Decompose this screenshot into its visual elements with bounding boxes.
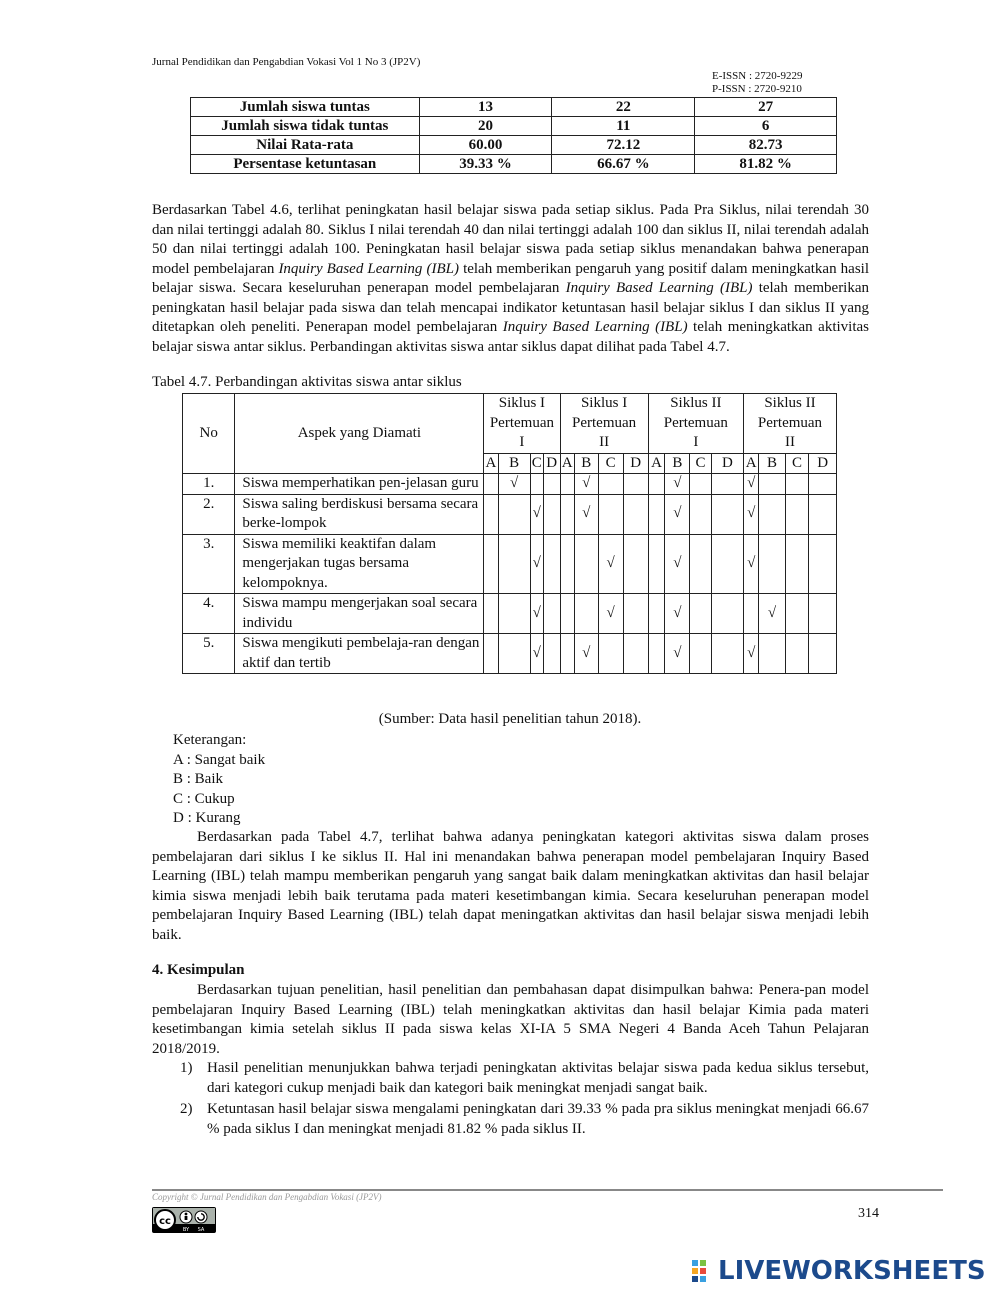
grade-cell bbox=[648, 494, 665, 534]
grade-cell bbox=[809, 534, 837, 594]
grade-cell bbox=[498, 634, 530, 674]
grade-cell bbox=[785, 634, 809, 674]
table-row bbox=[183, 534, 837, 594]
row-label: Nilai Rata-rata bbox=[191, 136, 420, 155]
header-grade: D bbox=[623, 453, 648, 474]
eissn: E-ISSN : 2720-9229 bbox=[712, 70, 803, 82]
check-mark-cell: √ bbox=[665, 474, 690, 495]
check-mark-cell: √ bbox=[574, 474, 598, 495]
grade-cell bbox=[648, 474, 665, 495]
grade-cell bbox=[598, 634, 623, 674]
grade-cell bbox=[711, 534, 743, 594]
keterangan bbox=[173, 731, 265, 829]
table-row bbox=[183, 494, 837, 534]
cc-license-icon bbox=[152, 1207, 216, 1233]
table-cell: 82.73 bbox=[695, 136, 837, 155]
list-item-text: Hasil penelitian menunjukkan bahwa terjadi peningkatan aktivitas belajar siswa pada kedua siklus tersebut, dari kategori cukup menjadi baik dan kategori baik meningkat menjadi sangat baik. bbox=[207, 1060, 869, 1096]
header-grade: B bbox=[665, 453, 690, 474]
grade-cell bbox=[648, 534, 665, 594]
check-mark-cell: √ bbox=[498, 474, 530, 495]
grade-cell bbox=[648, 634, 665, 674]
table-source: (Sumber: Data hasil penelitian tahun 2018). bbox=[378, 711, 642, 727]
grade-cell bbox=[498, 534, 530, 594]
header-grade: A bbox=[560, 453, 574, 474]
check-mark-cell: √ bbox=[665, 634, 690, 674]
grade-cell bbox=[498, 494, 530, 534]
header-siklus-line: Pertemuan bbox=[757, 414, 823, 431]
header-siklus-line: I bbox=[519, 434, 525, 450]
row-aspek: Siswa saling berdiskusi bersama secara berke-lompok bbox=[235, 494, 484, 534]
check-mark-cell: √ bbox=[743, 474, 758, 495]
row-number: 5. bbox=[183, 634, 235, 674]
row-label: Jumlah siswa tidak tuntas bbox=[191, 117, 420, 136]
header-grade: B bbox=[759, 453, 785, 474]
header-grade: A bbox=[648, 453, 665, 474]
conclusion-intro: Berdasarkan tujuan penelitian, hasil penelitian dan pembahasan dapat disimpulkan bahwa: Penera-pan model pembelajaran Inquiry Based Learning (IBL) telah meningkatkan aktivitas dan hasil belajar Kimia pada materi kesetimbangan kimia setelah siklus II pada siswa kelas XI-IA 5 SMA Negeri 4 Banda Aceh Tahun Pelajaran 2018/2019. bbox=[152, 982, 869, 1057]
svg-text:BY: BY bbox=[182, 1227, 190, 1232]
table-4-7 bbox=[182, 393, 837, 674]
grade-cell bbox=[623, 474, 648, 495]
list-item bbox=[180, 1100, 869, 1139]
header-grade: C bbox=[530, 453, 543, 474]
grade-cell bbox=[690, 594, 711, 634]
table-cell: 22 bbox=[552, 98, 695, 117]
header-no: No bbox=[183, 394, 235, 474]
grade-cell bbox=[574, 594, 598, 634]
grade-cell bbox=[560, 594, 574, 634]
header-siklus-line: Siklus II bbox=[670, 395, 722, 411]
check-mark-cell: √ bbox=[743, 534, 758, 594]
grade-cell bbox=[690, 634, 711, 674]
row-number: 4. bbox=[183, 594, 235, 634]
table-cell: 20 bbox=[419, 117, 552, 136]
table-cell: 27 bbox=[695, 98, 837, 117]
header-grade: C bbox=[690, 453, 711, 474]
check-mark-cell: √ bbox=[598, 594, 623, 634]
header-grade: B bbox=[498, 453, 530, 474]
row-label: Jumlah siswa tuntas bbox=[191, 98, 420, 117]
journal-header: Jurnal Pendidikan dan Pengabdian Vokasi Vol 1 No 3 (JP2V) bbox=[152, 56, 421, 68]
header-grade: D bbox=[711, 453, 743, 474]
paragraph-1: Berdasarkan Tabel 4.6, terlihat peningkatan hasil belajar siswa pada setiap siklus. Pada Pra Siklus, nilai terendah 30 dan nilai tertinggi adalah 80. Siklus I nilai terendah 40 dan nilai tertinggi adalah 100 dan siklus II, nilai terendah adalah 50 dan nilai tertinggi adalah 100. Peningkatan hasil belajar siswa pada setiap siklus menandakan bahwa penerapan model pembelajaran Inquiry Based Learning (IBL) telah memberikan pengaruh yang positif dalam meningkatkan hasil belajar siswa. Secara keseluruhan penerapan model pembelajaran Inquiry Based Learning (IBL) telah memberikan peningkatan hasil belajar pada siswa dan telah mencapai indikator ketuntasan hasil belajar siklus I dan siklus II yang ditetapkan oleh peneliti. Penerapan model pembelajaran Inquiry Based Learning (IBL) telah meningkatkan aktivitas belajar siswa antar siklus. Perbandingan aktivitas siswa antar siklus dapat dilihat pada Tabel 4.7. bbox=[152, 202, 870, 355]
check-mark-cell: √ bbox=[665, 494, 690, 534]
row-label: Persentase ketuntasan bbox=[191, 155, 420, 174]
keterangan-d: D : Kurang bbox=[173, 810, 241, 826]
row-number: 3. bbox=[183, 534, 235, 594]
grade-cell bbox=[574, 534, 598, 594]
footer-divider bbox=[152, 1189, 943, 1191]
grade-cell bbox=[560, 494, 574, 534]
list-item-text: Ketuntasan hasil belajar siswa mengalami peningkatan dari 39.33 % pada pra siklus meningkat menjadi 66.67 % pada siklus I dan meningkat menjadi 81.82 % pada siklus II. bbox=[207, 1101, 869, 1137]
table-cell: 60.00 bbox=[419, 136, 552, 155]
row-number: 1. bbox=[183, 474, 235, 495]
row-number: 2. bbox=[183, 494, 235, 534]
check-mark-cell: √ bbox=[665, 534, 690, 594]
header-siklus-line: Siklus II bbox=[764, 395, 816, 411]
table-row bbox=[191, 98, 837, 117]
header-grade: A bbox=[484, 453, 498, 474]
row-aspek: Siswa mengikuti pembelaja-ran dengan aktif dan tertib bbox=[235, 634, 484, 674]
grade-cell bbox=[711, 634, 743, 674]
grade-cell bbox=[484, 494, 498, 534]
grade-cell bbox=[759, 474, 785, 495]
grade-cell bbox=[690, 474, 711, 495]
footer-copyright: Copyright © Jurnal Pendidikan dan Pengabdian Vokasi (JP2V) bbox=[152, 1192, 382, 1202]
pissn: P-ISSN : 2720-9210 bbox=[712, 83, 802, 95]
grade-cell bbox=[598, 474, 623, 495]
list-item-number: 2) bbox=[180, 1101, 193, 1117]
liveworksheets-logo: LIVEWORKSHEETS bbox=[692, 1256, 986, 1286]
grade-cell bbox=[543, 474, 560, 495]
grade-cell bbox=[809, 474, 837, 495]
check-mark-cell: √ bbox=[530, 634, 543, 674]
grade-cell bbox=[759, 534, 785, 594]
grade-cell bbox=[560, 634, 574, 674]
table-4-7-caption: Tabel 4.7. Perbandingan aktivitas siswa antar siklus bbox=[152, 374, 462, 390]
header-grade: C bbox=[785, 453, 809, 474]
table-row bbox=[191, 117, 837, 136]
table-cell: 13 bbox=[419, 98, 552, 117]
header-siklus-line: Siklus I bbox=[580, 395, 628, 411]
grade-cell bbox=[543, 594, 560, 634]
table-row bbox=[183, 594, 837, 634]
header-grade: D bbox=[809, 453, 837, 474]
grade-cell bbox=[623, 534, 648, 594]
grade-cell bbox=[690, 534, 711, 594]
header-siklus-group bbox=[743, 394, 836, 454]
grade-cell bbox=[759, 634, 785, 674]
page-number: 314 bbox=[858, 1206, 879, 1221]
conclusion-list bbox=[180, 1059, 869, 1141]
paragraph-2: Berdasarkan pada Tabel 4.7, terlihat bahwa adanya peningkatan kategori aktivitas siswa dalam proses pembelajaran dari siklus I ke siklus II. Hal ini menandakan bahwa penerapan model pembelajaran Inquiry Based Learning (IBL) telah mampu memberikan pengaruh yang sangat baik dalam meningkatkan aktivitas dan hasil belajar kimia siswa menjadi lebih baik terutama pada materi kesetimbangan kimia. Secara keseluruhan penerapan model pembelajaran Inquiry Based Learning (IBL) telah dapat meningatkan aktivitas dan hasil belajar siswa menjadi lebih baik. bbox=[152, 829, 869, 943]
grade-cell bbox=[711, 474, 743, 495]
header-siklus-line: Siklus I bbox=[498, 395, 546, 411]
header-siklus-line: Pertemuan bbox=[572, 414, 637, 431]
row-aspek: Siswa mampu mengerjakan soal secara individu bbox=[235, 594, 484, 634]
grade-cell bbox=[560, 474, 574, 495]
header-siklus-line: Pertemuan bbox=[663, 414, 728, 431]
table-cell: 11 bbox=[552, 117, 695, 136]
grade-cell bbox=[785, 594, 809, 634]
check-mark-cell: √ bbox=[665, 594, 690, 634]
grade-cell bbox=[711, 594, 743, 634]
table-4-6 bbox=[190, 97, 837, 174]
list-item bbox=[180, 1059, 869, 1098]
svg-text:SA: SA bbox=[197, 1227, 205, 1232]
grade-cell bbox=[623, 594, 648, 634]
row-aspek: Siswa memperhatikan pen-jelasan guru bbox=[235, 474, 484, 495]
grade-cell bbox=[711, 494, 743, 534]
table-row bbox=[183, 474, 837, 495]
section-heading-kesimpulan: 4. Kesimpulan bbox=[152, 962, 245, 978]
grade-cell bbox=[543, 534, 560, 594]
table-row bbox=[191, 136, 837, 155]
grade-cell bbox=[809, 634, 837, 674]
grade-cell bbox=[759, 494, 785, 534]
table-row bbox=[183, 634, 837, 674]
header-grade: A bbox=[743, 453, 758, 474]
liveworksheets-blocks-icon bbox=[692, 1260, 714, 1282]
header-siklus-group bbox=[560, 394, 648, 454]
svg-text:cc: cc bbox=[159, 1216, 171, 1227]
header-grade: C bbox=[598, 453, 623, 474]
header-grade: B bbox=[574, 453, 598, 474]
header-siklus-group bbox=[484, 394, 560, 454]
check-mark-cell: √ bbox=[574, 494, 598, 534]
table-header-row bbox=[183, 394, 837, 454]
grade-cell bbox=[484, 534, 498, 594]
check-mark-cell: √ bbox=[574, 634, 598, 674]
grade-cell bbox=[623, 494, 648, 534]
grade-cell bbox=[623, 634, 648, 674]
check-mark-cell: √ bbox=[530, 594, 543, 634]
grade-cell bbox=[690, 494, 711, 534]
grade-cell bbox=[484, 594, 498, 634]
list-item-number: 1) bbox=[180, 1060, 193, 1076]
table-cell: 6 bbox=[695, 117, 837, 136]
grade-cell bbox=[785, 534, 809, 594]
grade-cell bbox=[809, 594, 837, 634]
header-grade: D bbox=[543, 453, 560, 474]
grade-cell bbox=[598, 494, 623, 534]
check-mark-cell: √ bbox=[530, 534, 543, 594]
grade-cell bbox=[498, 594, 530, 634]
grade-cell bbox=[530, 474, 543, 495]
header-siklus-line: II bbox=[784, 434, 795, 450]
table-cell: 39.33 % bbox=[419, 155, 552, 174]
check-mark-cell: √ bbox=[743, 494, 758, 534]
check-mark-cell: √ bbox=[530, 494, 543, 534]
grade-cell bbox=[543, 634, 560, 674]
grade-cell bbox=[484, 474, 498, 495]
grade-cell bbox=[648, 594, 665, 634]
header-siklus-line: Pertemuan bbox=[489, 414, 554, 431]
check-mark-cell: √ bbox=[598, 534, 623, 594]
grade-cell bbox=[785, 474, 809, 495]
grade-cell bbox=[560, 534, 574, 594]
keterangan-title: Keterangan: bbox=[173, 732, 247, 748]
row-aspek: Siswa memiliki keaktifan dalam mengerjakan tugas bersama kelompoknya. bbox=[235, 534, 484, 594]
check-mark-cell: √ bbox=[743, 634, 758, 674]
table-cell: 66.67 % bbox=[552, 155, 695, 174]
grade-cell bbox=[484, 634, 498, 674]
table-cell: 72.12 bbox=[552, 136, 695, 155]
grade-cell bbox=[785, 494, 809, 534]
grade-cell bbox=[543, 494, 560, 534]
header-aspek: Aspek yang Diamati bbox=[235, 394, 484, 474]
keterangan-c: C : Cukup bbox=[173, 790, 235, 807]
header-siklus-line: II bbox=[599, 434, 610, 450]
header-siklus-line: I bbox=[693, 434, 699, 450]
table-row bbox=[191, 155, 837, 174]
check-mark-cell: √ bbox=[759, 594, 785, 634]
header-siklus-group bbox=[648, 394, 743, 454]
grade-cell bbox=[809, 494, 837, 534]
grade-cell bbox=[743, 594, 758, 634]
keterangan-a: A : Sangat baik bbox=[173, 751, 266, 768]
keterangan-b: B : Baik bbox=[173, 771, 224, 787]
table-cell: 81.82 % bbox=[695, 155, 837, 174]
